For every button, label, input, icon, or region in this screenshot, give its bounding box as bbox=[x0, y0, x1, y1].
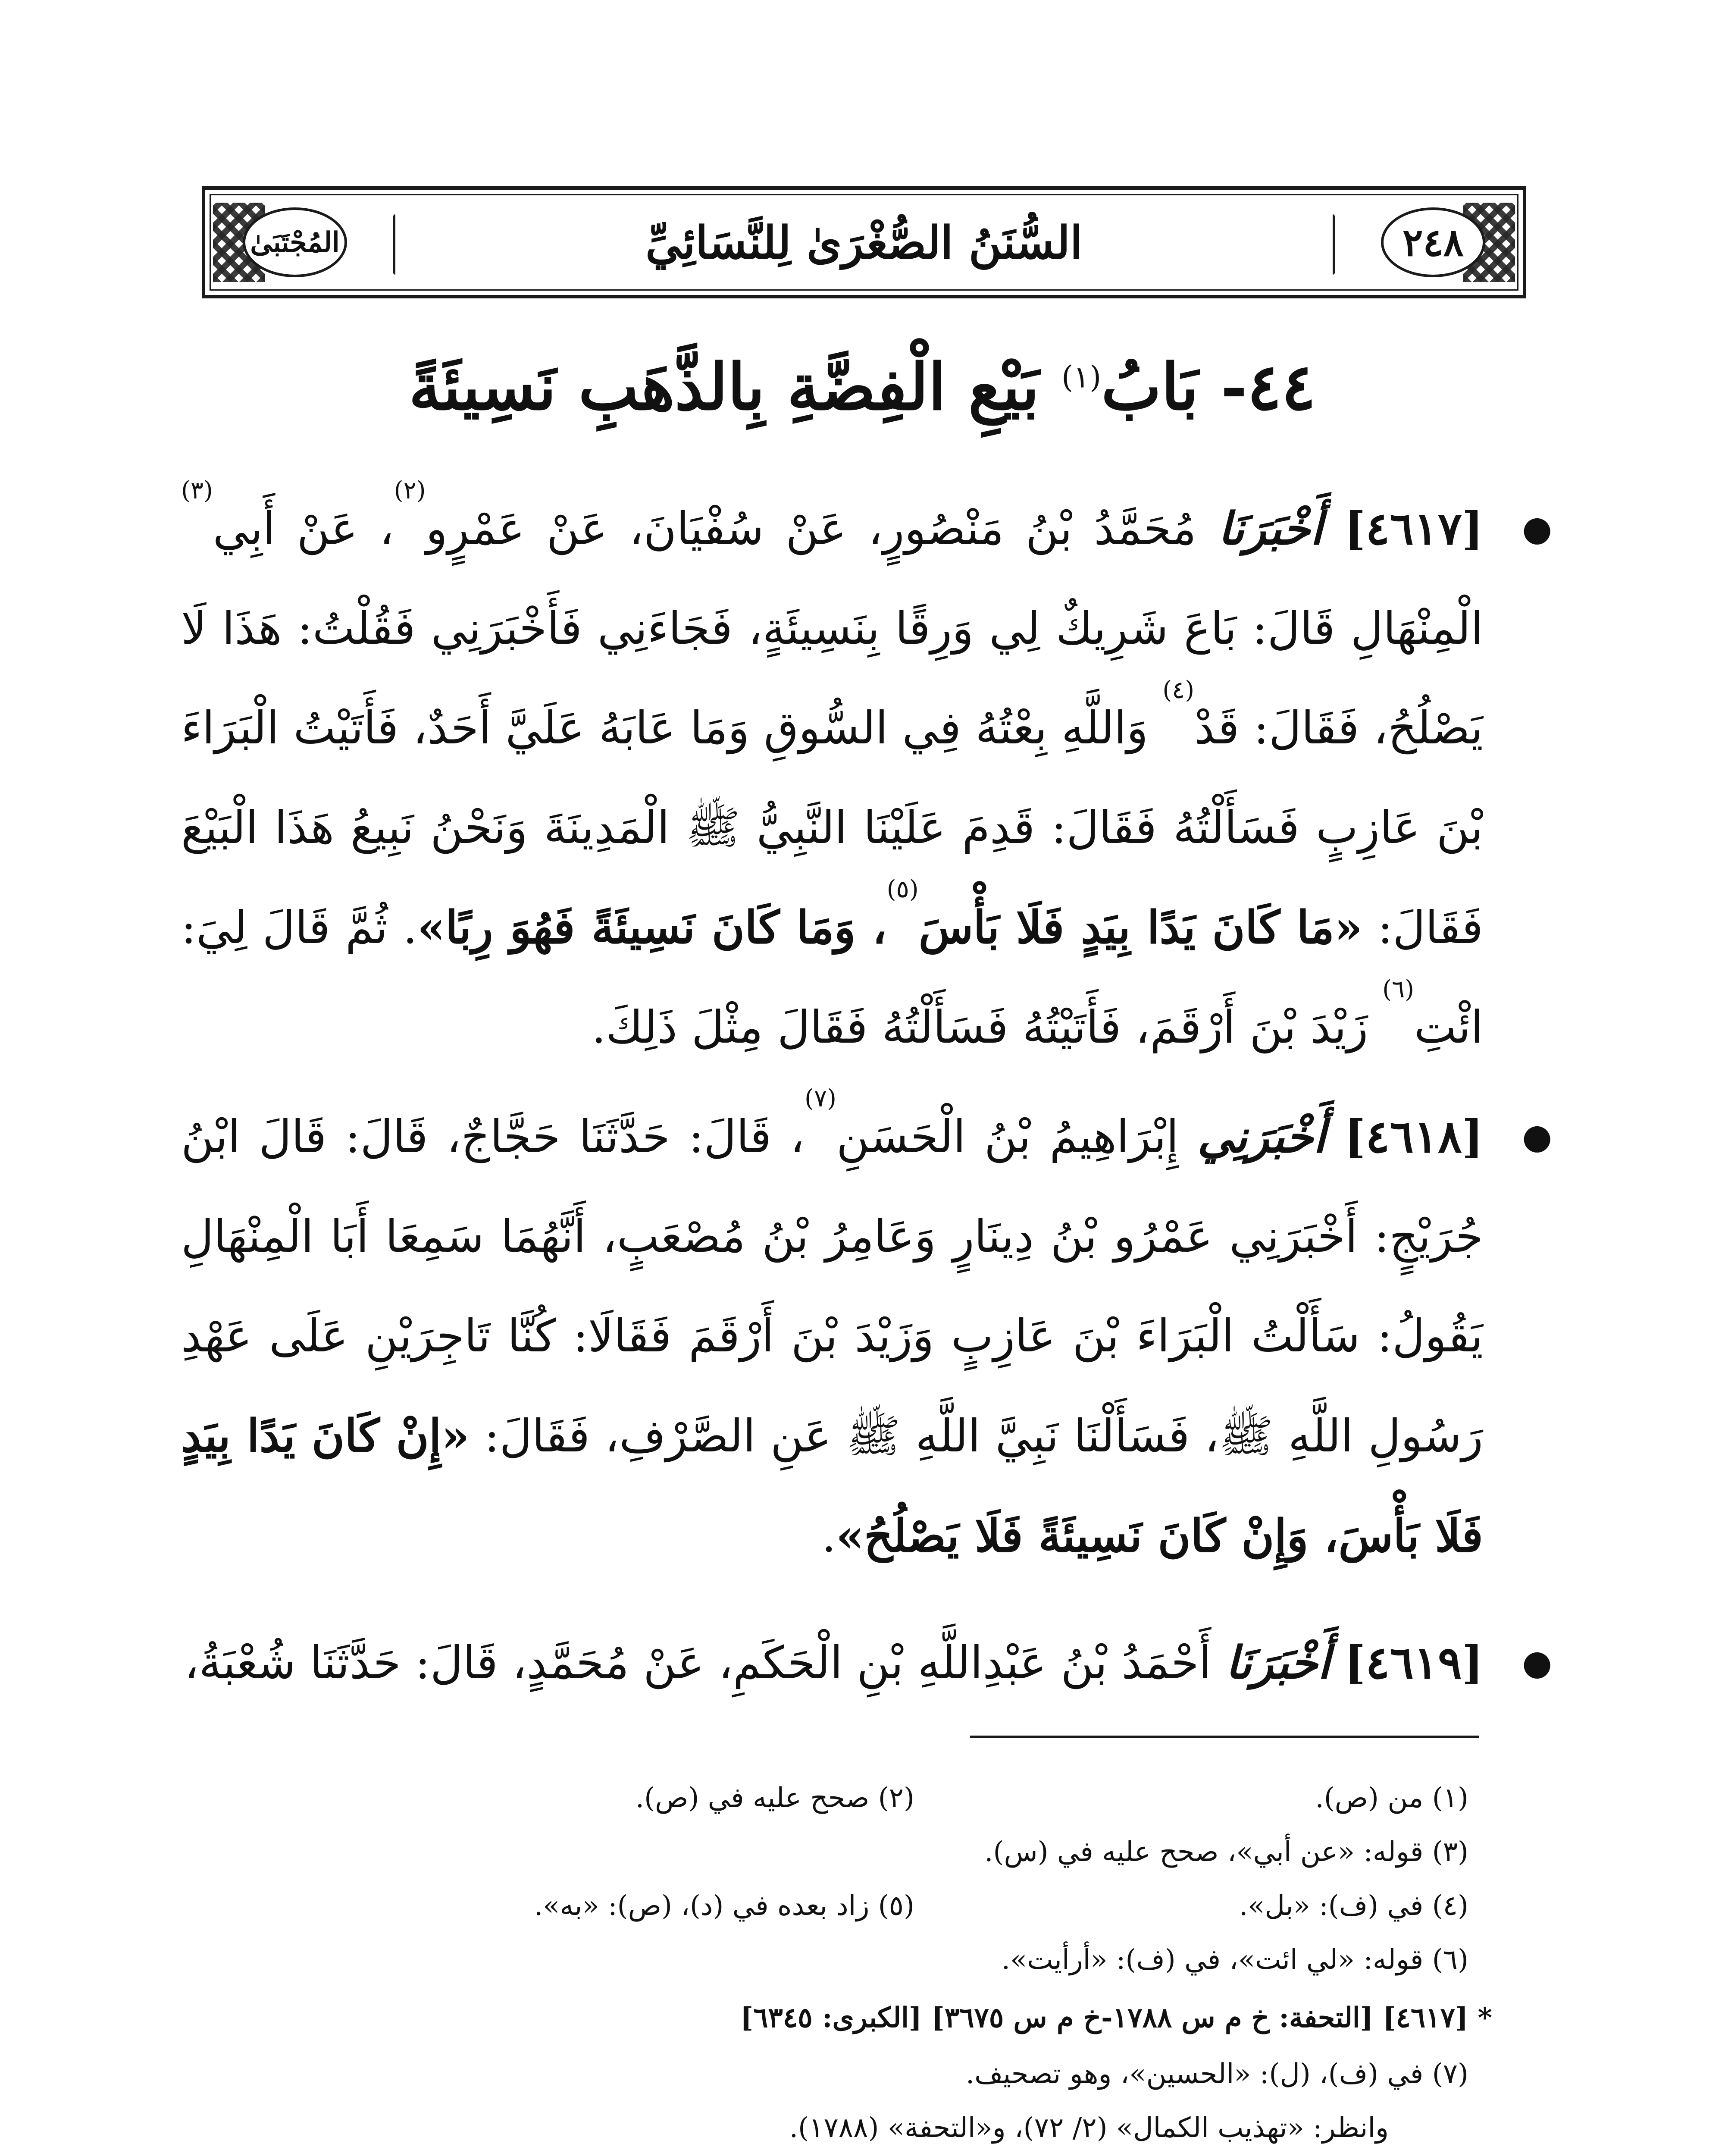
footnote: وانظر: «تهذيب الكمال» (٢/ ٧٢)، و«التحفة» (١٧٨٨). bbox=[789, 2112, 1389, 2144]
hadith-number: [٤٦١٨] bbox=[1344, 1110, 1484, 1163]
emblem: المُجْتَبَىٰ bbox=[243, 207, 347, 277]
footnote-ref: (٥) bbox=[886, 875, 919, 903]
page-header bbox=[202, 186, 1526, 298]
book-title-text: السُّنَنُ الصُّغْرَىٰ لِلنَّسَائِيِّ bbox=[645, 216, 1083, 269]
hadith-opening: أَخْبَرَنِي bbox=[1197, 1110, 1326, 1163]
hadith-block bbox=[181, 1084, 1552, 1617]
hadith-segment: ، عَنْ أَبِي bbox=[213, 502, 394, 555]
takhrij-note: * [٤٦١٧] [التحفة: خ م س ١٧٨٨-خ م س ٣٦٧٥] [الكبرى: ٦٣٤٥] bbox=[740, 2002, 1492, 2034]
chapter-heading bbox=[259, 349, 1466, 424]
bullet-icon: ● bbox=[1522, 508, 1552, 548]
hadith-number: [٤٦١٩] bbox=[1344, 1636, 1483, 1689]
footnote: (٦) قوله: «لي ائت»، في (ف): «أرأيت». bbox=[1001, 1944, 1468, 1976]
footnote: (٢) صحح عليه في (ص). bbox=[635, 1782, 914, 1814]
hadith-segment: ، قَالَ: حَدَّثَنَا حَجَّاجٌ، قَالَ: قَالَ ابْنُ جُرَيْجٍ: أَخْبَرَنِي عَمْرُو بْنُ دِينَارٍ وَعَامِرُ بْنُ مُصْعَبٍ، أَنَّهُمَا سَمِعَا أَبَا الْمِنْهَالِ يَقُولُ: سَأَلْتُ الْبَرَاءَ بْنَ عَازِبٍ وَزَيْدَ بْنَ أَرْقَمَ فَقَالَا: كُنَّا تَاجِرَيْنِ عَلَى عَهْدِ رَسُولِ اللَّهِ ﷺ، فَسَأَلْنَا نَبِيَّ اللَّهِ ﷺ عَنِ الصَّرْفِ، فَقَالَ: bbox=[181, 1110, 1483, 1462]
footnote: (٧) في (ف)، (ل): «الحسين»، وهو تصحيف. bbox=[965, 2058, 1468, 2090]
footnote-ref: (٧) bbox=[805, 1084, 836, 1112]
footnote-ref: (٢) bbox=[394, 476, 426, 505]
hadith-opening: أَخْبَرَنَا bbox=[1225, 1636, 1331, 1689]
prophetic-quote: «إِنْ كَانَ يَدًا بِيَدٍ فَلَا بَأْسَ، وَإِنْ كَانَ نَسِيئَةً فَلَا يَصْلُحُ» bbox=[181, 1409, 1483, 1562]
footnote-ref: (٣) bbox=[181, 476, 213, 505]
book-title bbox=[385, 216, 1343, 269]
chapter-title: بَيْعِ الْفِضَّةِ بِالذَّهَبِ نَسِيئَةً bbox=[409, 349, 1039, 424]
footnote: (٥) زاد بعده في (د)، (ص): «به». bbox=[534, 1890, 914, 1922]
hadith-segment: وَاللَّهِ بِعْتُهُ فِي السُّوقِ وَمَا عَابَهُ عَلَيَّ أَحَدٌ، فَأَتَيْتُ الْبَرَاءَ بْنَ عَازِبٍ فَسَأَلْتُهُ فَقَالَ: قَدِمَ عَلَيْنَا النَّبِيُّ ﷺ الْمَدِينَةَ وَنَحْنُ نَبِيعُ هَذَا الْبَيْعَ فَقَالَ: bbox=[181, 702, 1483, 954]
footnote-ref: (٦) bbox=[1382, 975, 1415, 1003]
page-number: ٢٤٨ bbox=[1381, 207, 1485, 277]
bullet-icon: ● bbox=[1522, 1116, 1552, 1156]
hadith-segment: . bbox=[821, 1510, 836, 1562]
footnote: (٤) في (ف): «بل». bbox=[1239, 1890, 1468, 1922]
hadith-segment: مُحَمَّدُ بْنُ مَنْصُورٍ، عَنْ سُفْيَانَ، عَنْ عَمْرٍو bbox=[426, 502, 1196, 555]
hadith-block bbox=[181, 1613, 1552, 1716]
prophetic-quote: ، وَمَا كَانَ نَسِيئَةً فَهُوَ رِبًا» bbox=[417, 901, 887, 954]
emblem-ornament bbox=[213, 198, 377, 286]
footnote: (١) من (ص). bbox=[1315, 1782, 1468, 1814]
hadith-segment: إِبْرَاهِيمُ بْنُ الْحَسَنِ bbox=[836, 1110, 1179, 1163]
bullet-icon: ● bbox=[1522, 1642, 1552, 1683]
hadith-text bbox=[181, 1084, 1548, 1586]
hadith-segment: زَيْدَ بْنَ أَرْقَمَ، فَأَتَيْتُهُ فَسَأَلْتُهُ فَقَالَ مِثْلَ ذَلِكَ. bbox=[592, 1001, 1368, 1053]
hadith-block bbox=[181, 476, 1552, 1082]
hadith-segment: الْمِنْهَالِ قَالَ: بَاعَ شَرِيكٌ لِي وَرِقًا بِنَسِيئَةٍ، فَجَاءَنِي فَأَخْبَرَنِي فَقُلْتُ: هَذَا لَا يَصْلُحُ، فَقَالَ: قَدْ bbox=[181, 602, 1484, 754]
footnote-ref: (٤) bbox=[1162, 676, 1195, 704]
hadith-segment: . ثُمَّ قَالَ لِيَ: ائْتِ bbox=[181, 901, 1483, 1053]
hadith-number: [٤٦١٧] bbox=[1344, 502, 1484, 555]
footnote: (٣) قوله: «عن أبي»، صحح عليه في (س). bbox=[984, 1836, 1468, 1868]
footnote-divider bbox=[970, 1736, 1479, 1738]
hadith-segment: أَحْمَدُ بْنُ عَبْدِاللَّهِ بْنِ الْحَكَمِ، عَنْ مُحَمَّدٍ، قَالَ: حَدَّثَنَا شُعْبَةُ، bbox=[184, 1636, 1212, 1689]
chapter-label: ٤٤- بَابُ bbox=[1101, 349, 1316, 424]
chapter-note: (١) bbox=[1061, 359, 1102, 395]
prophetic-quote: «مَا كَانَ يَدًا بِيَدٍ فَلَا بَأْسَ bbox=[918, 901, 1362, 954]
hadith-text bbox=[181, 476, 1548, 1077]
page-number-ornament bbox=[1351, 198, 1515, 286]
hadith-text bbox=[181, 1613, 1548, 1713]
hadith-opening: أَخْبَرَنَا bbox=[1218, 502, 1323, 555]
